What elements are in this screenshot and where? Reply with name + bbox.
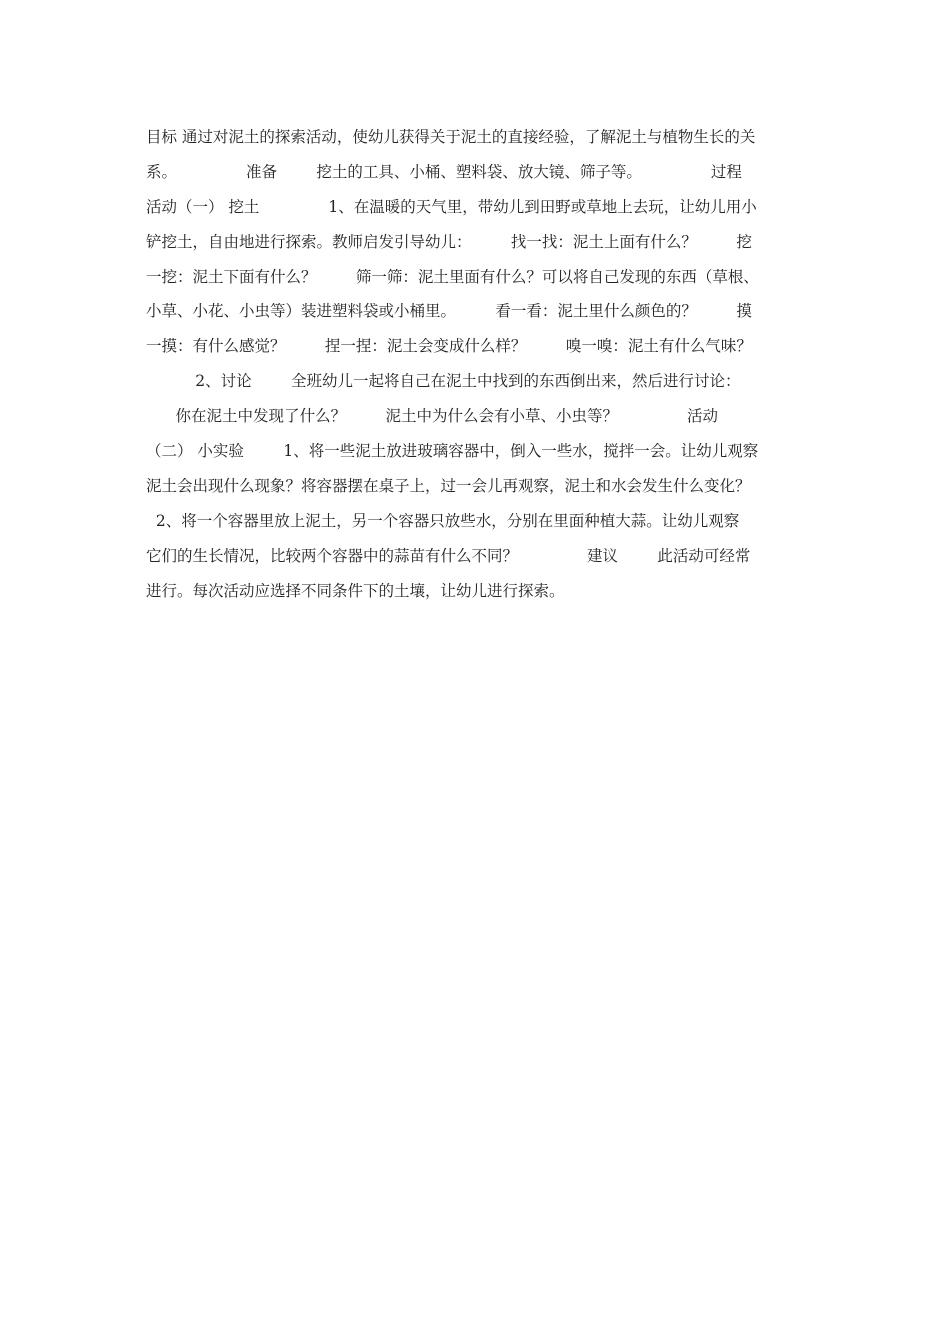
text-line-content: 2、将一个容器里放上泥土，另一个容器只放些水，分别在里面种植大蒜。让幼儿观察 [146,512,740,530]
text-line-content: 2、讨论 全班幼儿一起将自己在泥土中找到的东西倒出来，然后进行讨论： [146,372,741,390]
text-line-content: 你在泥土中发现了什么？ 泥土中为什么会有小草、小虫等？ 活动 [146,407,718,425]
text-line-content: 泥土会出现什么现象？将容器摆在桌子上，过一会儿再观察，泥土和水会发生什么变化？ [146,477,751,495]
text-line [146,155,806,189]
text-line [146,539,806,573]
text-line [146,399,806,433]
text-line-content: 它们的生长情况，比较两个容器中的蒜苗有什么不同？ 建议 此活动可经常 [146,547,751,565]
text-line-content: 进行。每次活动应选择不同条件下的土壤，让幼儿进行探索。 [146,582,565,600]
text-line [146,469,806,503]
text-line-content: 系。 准备 挖土的工具、小桶、塑料袋、放大镜、筛子等。 过程 [146,163,742,181]
text-line [146,364,806,398]
text-line [146,434,806,468]
text-line [146,329,806,363]
text-line-content: 铲挖土，自由地进行探索。教师启发引导幼儿： 找一找：泥土上面有什么？ 挖 [146,233,752,251]
text-line [146,190,806,224]
text-line [146,260,806,294]
text-line-content: 一挖：泥土下面有什么？ 筛一筛：泥土里面有什么？可以将自己发现的东西（草根、 [146,268,759,286]
text-line-content: （二） 小实验 1、将一些泥土放进玻璃容器中，倒入一些水，搅拌一会。让幼儿观察 [146,442,759,460]
text-line [146,574,806,608]
text-line-content: 小草、小花、小虫等）装进塑料袋或小桶里。 看一看：泥土里什么颜色的？ 摸 [146,302,752,320]
text-line-content: 目标 通过对泥土的探索活动，使幼儿获得关于泥土的直接经验，了解泥土与植物生长的关 [146,128,756,146]
text-line [146,120,806,154]
text-line [146,504,806,538]
text-line-content: 活动（一） 挖土 1、在温暖的天气里，带幼儿到田野或草地上去玩，让幼儿用小 [146,198,757,216]
text-line [146,294,806,328]
text-line [146,225,806,259]
text-line-content: 一摸：有什么感觉？ 捏一捏：泥土会变成什么样？ 嗅一嗅：泥土有什么气味？ [146,337,752,355]
